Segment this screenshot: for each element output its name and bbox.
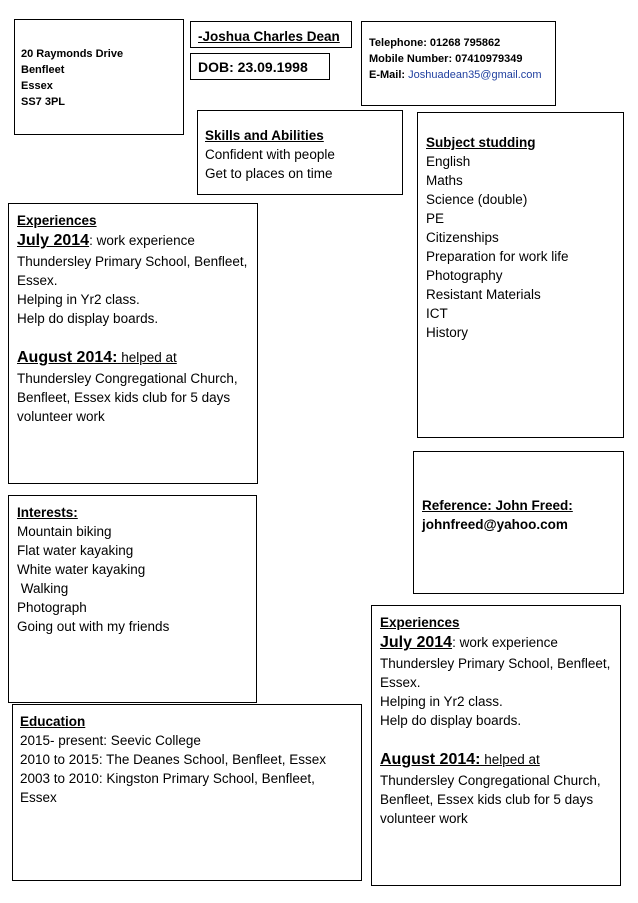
name-box xyxy=(190,21,352,48)
education-heading: Education xyxy=(20,714,86,729)
subject-item: English xyxy=(426,154,471,169)
experience-line: Help do display boards. xyxy=(380,713,522,728)
interest-item: Mountain biking xyxy=(17,524,112,539)
address-line: SS7 3PL xyxy=(21,96,66,108)
education-item: 2010 to 2015: The Deanes School, Benfleet, Essex xyxy=(20,752,326,767)
interests-box xyxy=(8,495,257,703)
education-item: 2003 to 2010: Kingston Primary School, Benfleet, xyxy=(20,771,315,786)
reference-email[interactable]: johnfreed@yahoo.com xyxy=(422,517,568,532)
subject-item: ICT xyxy=(426,306,448,321)
reference-box xyxy=(413,451,624,594)
email-line xyxy=(369,67,555,83)
experience-entry-2 xyxy=(17,347,257,369)
dob-box xyxy=(190,53,330,80)
experiences-box-left xyxy=(8,203,258,484)
experience-line: Helping in Yr2 class. xyxy=(17,292,140,307)
subject-item: Preparation for work life xyxy=(426,249,569,264)
experience-date: July 2014 xyxy=(380,634,453,651)
address-line: Essex xyxy=(21,80,53,92)
experience-line: Thundersley Congregational Church, xyxy=(17,371,238,386)
skill-item: Get to places on time xyxy=(205,166,333,181)
subject-item: PE xyxy=(426,211,445,226)
experience-line: Thundersley Congregational Church, xyxy=(380,773,601,788)
experience-line: Essex. xyxy=(380,675,421,690)
education-item: 2015- present: Seevic College xyxy=(20,733,201,748)
experience-title: : work experience xyxy=(452,635,558,650)
experience-date: July 2014 xyxy=(17,232,90,249)
experiences-heading: Experiences xyxy=(380,615,460,630)
experience-date: August 2014: xyxy=(17,349,118,366)
subjects-heading: Subject studding xyxy=(426,135,536,150)
interest-item: Photograph xyxy=(17,600,87,615)
experiences-box-right xyxy=(371,605,621,886)
subject-item: Resistant Materials xyxy=(426,287,541,302)
interest-item: Going out with my friends xyxy=(17,619,170,634)
experience-line: Benfleet, Essex kids club for 5 days xyxy=(380,792,594,807)
experience-title: helped at xyxy=(480,752,540,767)
experience-line: Essex. xyxy=(17,273,58,288)
address-line: 20 Raymonds Drive xyxy=(21,48,124,60)
experience-line: volunteer work xyxy=(380,811,468,826)
interest-item: Flat water kayaking xyxy=(17,543,134,558)
address-box xyxy=(14,19,184,135)
experience-line: Thundersley Primary School, Benfleet, xyxy=(380,656,611,671)
subject-item: Maths xyxy=(426,173,463,188)
subject-item: Citizenships xyxy=(426,230,499,245)
email-link[interactable]: Joshuadean35@gmail.com xyxy=(408,69,542,81)
experience-line: Benfleet, Essex kids club for 5 days xyxy=(17,390,231,405)
mobile-number: Mobile Number: 07410979349 xyxy=(369,53,523,65)
subject-item: History xyxy=(426,325,469,340)
experience-line: Thundersley Primary School, Benfleet, xyxy=(17,254,248,269)
skills-box xyxy=(197,110,403,195)
education-item: Essex xyxy=(20,790,57,805)
experience-entry-1 xyxy=(17,230,257,252)
experience-line: Help do display boards. xyxy=(17,311,159,326)
date-of-birth: DOB: 23.09.1998 xyxy=(198,59,308,75)
full-name: -Joshua Charles Dean xyxy=(198,29,340,44)
interest-item: White water kayaking xyxy=(17,562,146,577)
contact-box xyxy=(361,21,556,106)
experience-title: : work experience xyxy=(89,233,195,248)
subject-item: Science (double) xyxy=(426,192,528,207)
experience-date: August 2014: xyxy=(380,751,481,768)
education-box xyxy=(12,704,362,881)
experience-line: volunteer work xyxy=(17,409,105,424)
telephone: Telephone: 01268 795862 xyxy=(369,37,501,49)
subjects-box xyxy=(417,112,624,438)
experience-entry-2 xyxy=(380,749,620,771)
reference-name: Reference: John Freed: xyxy=(422,498,573,513)
subject-item: Photography xyxy=(426,268,503,283)
experience-line: Helping in Yr2 class. xyxy=(380,694,503,709)
interests-heading: Interests: xyxy=(17,505,78,520)
address-line: Benfleet xyxy=(21,64,65,76)
experience-title: helped at xyxy=(117,350,177,365)
skills-heading: Skills and Abilities xyxy=(205,128,324,143)
experience-entry-1 xyxy=(380,632,620,654)
experiences-heading: Experiences xyxy=(17,213,97,228)
interest-item: Walking xyxy=(17,581,69,596)
skill-item: Confident with people xyxy=(205,147,335,162)
email-label: E-Mail: xyxy=(369,69,409,81)
